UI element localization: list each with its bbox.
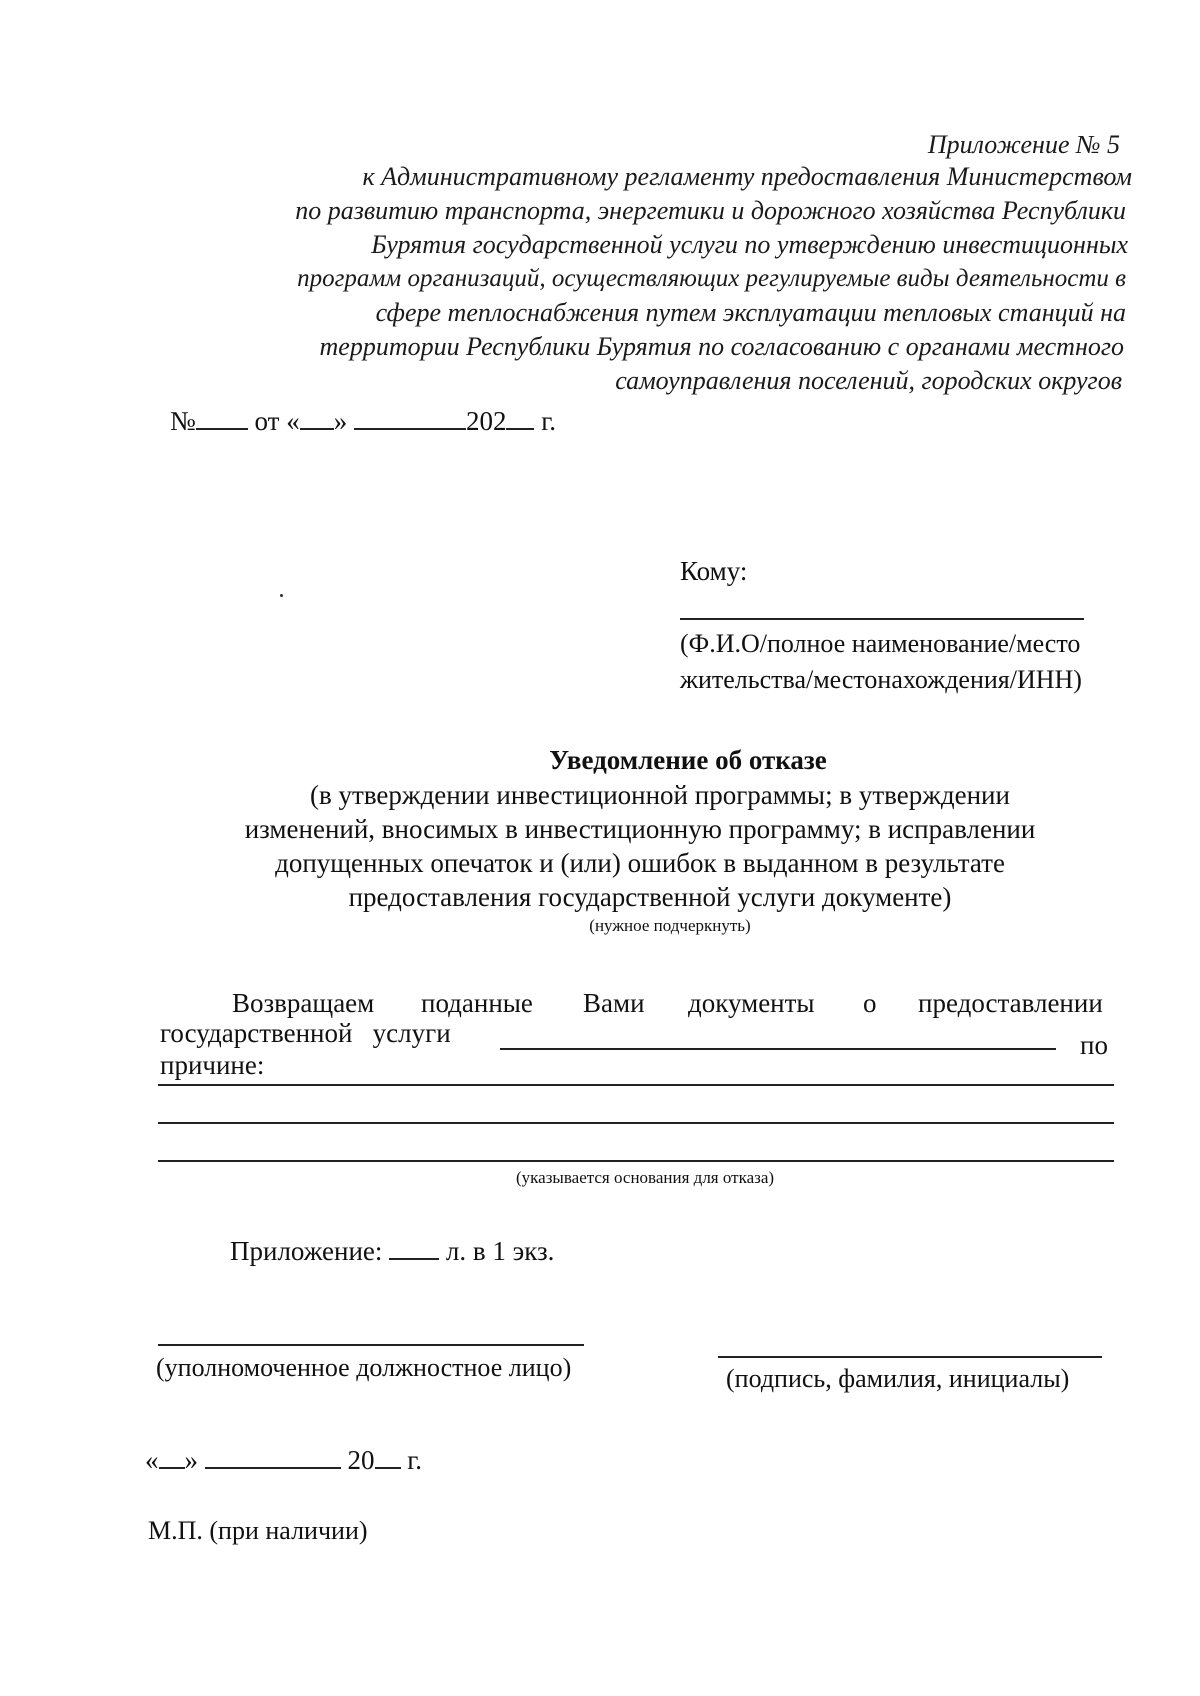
notice-sub-line-2: изменений, вносимых в инвестиционную программу; в исправлении [244,814,1036,844]
body-word-5: о [863,988,877,1018]
body-word-4: документы [688,988,815,1018]
header-line-3: Бурятия государственной услуги по утверждению инвестиционных [371,230,1128,259]
date-from-open: от « [254,406,300,436]
sign-month-blank [205,1445,341,1469]
signature-label: (подпись, фамилия, инициалы) [726,1364,1070,1393]
header-line-2: по развитию транспорта, энергетики и дорожного хозяйства Республики [295,196,1126,225]
official-label: (уполномоченное должностное лицо) [156,1353,572,1382]
attachment-label: Приложение: [230,1236,383,1266]
scan-dot [280,594,283,597]
reason-line-1 [158,1084,1114,1086]
date-close: » [184,1445,198,1475]
header-line-6: территории Республики Бурятия по согласованию с органами местного [319,332,1124,361]
body-word-2: поданные [421,988,533,1018]
document-number-line [170,406,556,437]
month-blank [354,406,466,430]
body-word-1: Возвращаем [232,988,375,1018]
sign-year-blank [375,1445,401,1469]
notice-title: Уведомление об отказе [549,745,827,775]
year-prefix: 202 [465,406,507,436]
reason-line-3 [158,1160,1114,1162]
header-line-5: сфере теплоснабжения путем эксплуатации тепловых станций на [375,298,1126,327]
header-line-7: самоуправления поселений, городских округов [615,366,1122,395]
recipient-description [680,626,1082,698]
signature-date-line [145,1445,422,1476]
date-open: « [145,1445,159,1475]
attachment-suffix: л. в 1 экз. [445,1236,555,1266]
notice-sub-line-4: предоставления государственной услуги документе) [348,882,952,912]
official-line [158,1344,584,1346]
date-from-close: » [333,406,348,436]
stamp-place: М.П. (при наличии) [148,1516,368,1545]
underline-note: (нужное подчеркнуть) [589,916,751,935]
body-word-6: предоставлении [918,988,1103,1018]
body-line-3: причине: [160,1050,265,1080]
sign-day-blank [159,1445,185,1469]
body-line-2: государственной услуги [160,1018,451,1048]
header-line-4: программ организаций, осуществляющих регулируемые виды деятельности в [297,265,1126,292]
attachment-pages-blank [389,1236,439,1260]
service-name-line [500,1048,1056,1050]
notice-sub-line-1: (в утверждении инвестиционной программы; в утверждении [310,780,1010,810]
number-blank [196,406,248,430]
recipient-line [680,618,1084,620]
reason-line-2 [158,1122,1114,1124]
recipient-desc-line-1: (Ф.И.О/полное наименование/место [680,629,1081,658]
year-blank [506,406,534,430]
body-line-2-end: по [1080,1030,1108,1060]
signature-line [718,1356,1102,1358]
sign-year-prefix: 20 [347,1445,375,1475]
body-word-3: Вами [583,988,645,1018]
recipient-desc-line-2: жительства/местонахождения/ИНН) [680,665,1082,694]
number-sign: № [170,406,196,436]
recipient-label: Кому: [680,556,748,586]
sign-year-suffix: г. [407,1445,423,1475]
header-line-1: к Административному регламенту предоставления Министерством [362,162,1132,191]
reason-note: (указывается основания для отказа) [516,1168,775,1187]
day-blank [300,406,334,430]
attachment-line [230,1236,554,1267]
notice-sub-line-3: допущенных опечаток и (или) ошибок в выданном в результате [275,848,1005,878]
appendix-number: Приложение № 5 [927,130,1120,159]
year-suffix: г. [541,406,556,436]
